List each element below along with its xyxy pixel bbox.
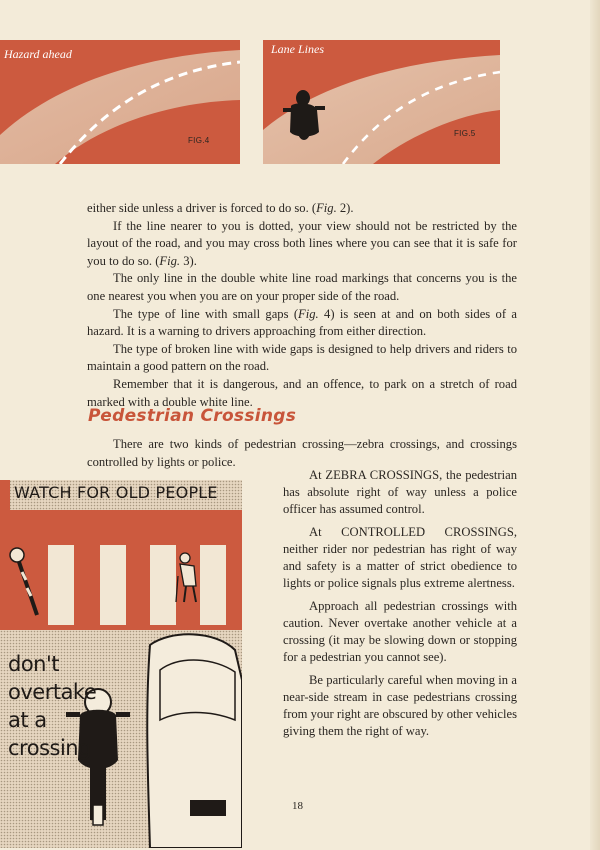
- figure-hazard-ahead: [0, 40, 240, 164]
- rule-controlled: At CONTROLLED CROSSINGS, neither rider nor pedestrian has right of way and safety is a matter of strict obedience to lights or police signals plus extreme alertness.: [283, 525, 517, 590]
- poster-slogan-line-2: overtake: [8, 680, 97, 704]
- poster-headline: WATCH FOR OLD PEOPLE: [14, 483, 218, 502]
- fig4-title: Hazard ahead: [4, 47, 72, 61]
- body-text: [87, 200, 517, 411]
- fig4-label: FIG.4: [188, 136, 210, 145]
- car-icon: [147, 634, 242, 848]
- paragraph-5: The type of broken line with wide gaps is designed to help drivers and riders to maintain a good pattern on the road.: [87, 341, 517, 374]
- fig5-title: Lane Lines: [271, 42, 325, 56]
- crossing-rules-column: [283, 467, 517, 746]
- paragraph-1: either side unless a driver is forced to do so. (Fig. 2).: [87, 201, 354, 215]
- lane-lines-illustration: [263, 40, 500, 164]
- poster-slogan-line-1: don't: [8, 652, 59, 676]
- poster-slogan-line-4: crossing: [8, 736, 91, 760]
- paragraph-4: The type of line with small gaps (Fig. 4) is seen at and on both sides of a hazard. It is a warning to drivers approaching from either direction.: [87, 306, 517, 339]
- rule-near-side: Be particularly careful when moving in a near-side stream in case pedestrians crossing from your right are obscured by other vehicles giving them the right of way.: [283, 673, 517, 738]
- page-edge: [590, 0, 600, 850]
- paragraph-2: If the line nearer to you is dotted, your view should not be restricted by the layout of the road, and you may cross both lines where you can see that it is safe for you to do so. (Fig. 3).: [87, 218, 517, 268]
- poster-slogan-line-3: at a: [8, 708, 47, 732]
- fig5-label: FIG.5: [454, 129, 476, 138]
- rule-zebra: At ZEBRA CROSSINGS, the pedestrian has absolute right of way unless a police officer has assumed control.: [283, 468, 517, 516]
- rule-approach: Approach all pedestrian crossings with caution. Never overtake another vehicle at a crossing (it may be slowing down or stopping for a pedestrian you cannot see).: [283, 599, 517, 664]
- paragraph-6: Remember that it is dangerous, and an offence, to park on a stretch of road marked with a double white line.: [87, 376, 517, 409]
- section-heading: Pedestrian Crossings: [88, 406, 297, 426]
- figure-lane-lines: [263, 40, 500, 164]
- section-intro: There are two kinds of pedestrian crossing—zebra crossings, and crossings controlled by lights or police.: [87, 437, 517, 469]
- paragraph-3: The only line in the double white line road markings that concerns you is the one nearest you when you are on your proper side of the road.: [87, 271, 517, 303]
- page-number: 18: [292, 800, 303, 812]
